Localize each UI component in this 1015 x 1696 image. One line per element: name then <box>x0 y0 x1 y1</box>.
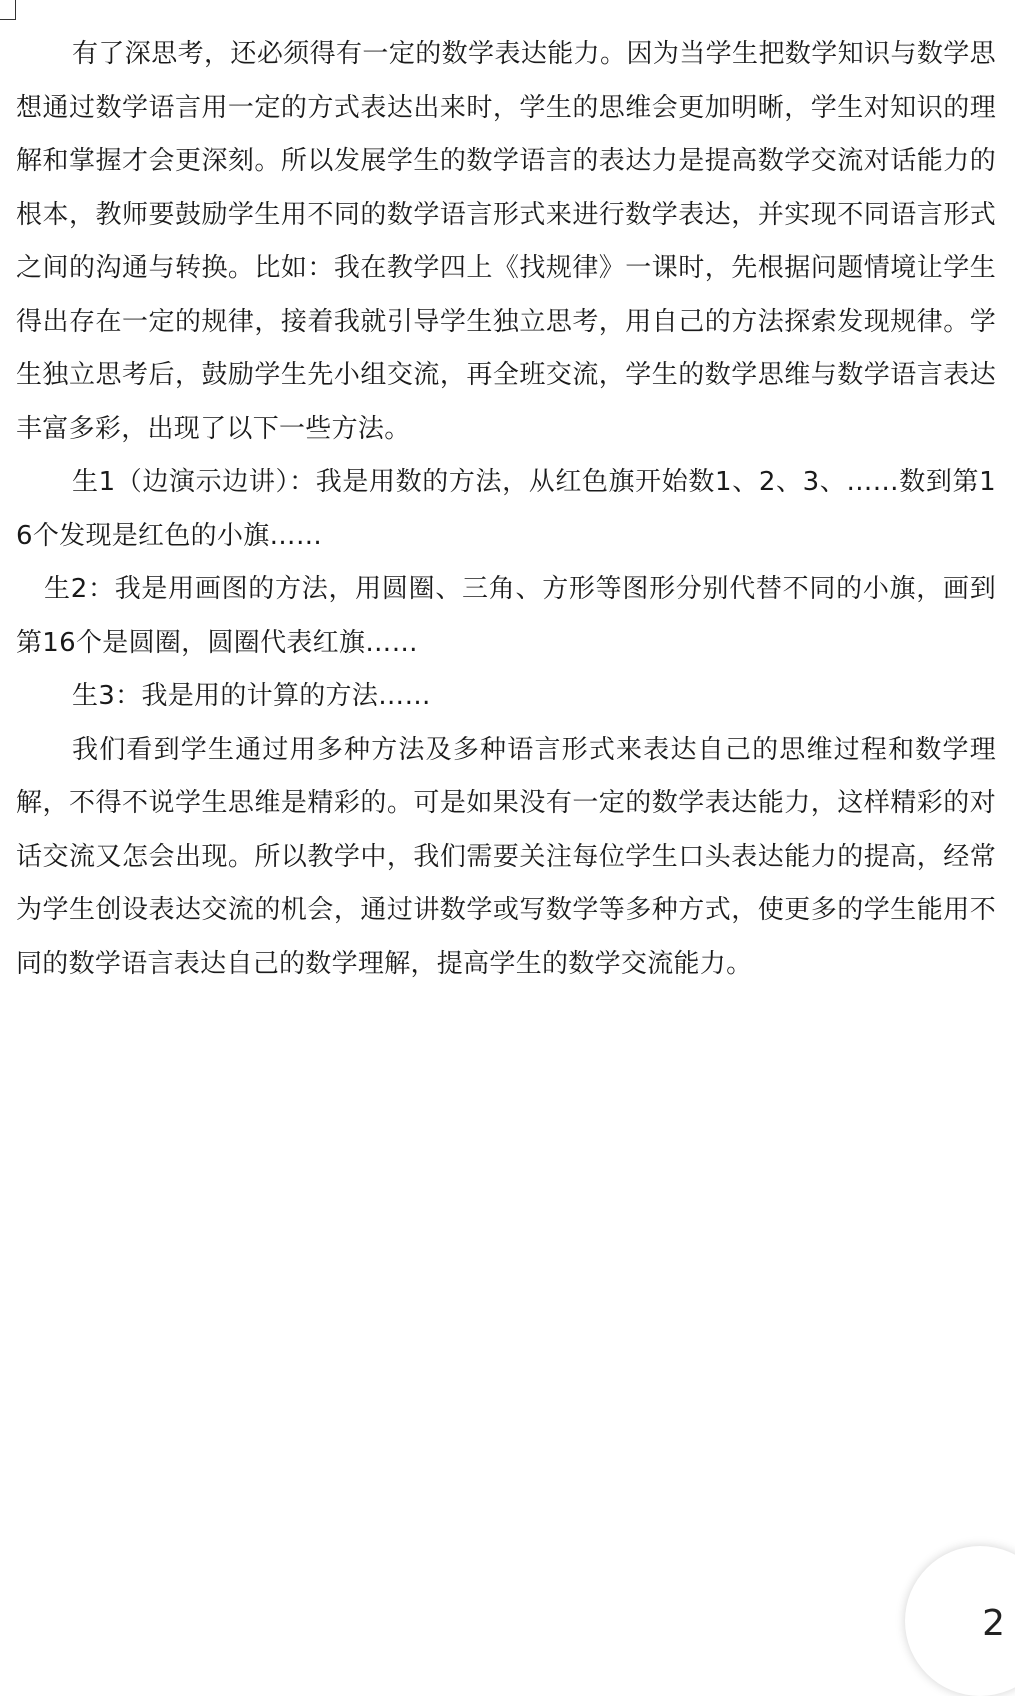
paragraph-intro: 有了深思考，还必须得有一定的数学表达能力。因为当学生把数学知识与数学思想通过数学语言用一定的方式表达出来时，学生的思维会更加明晰，学生对知识的理解和掌握才会更深刻。所以发展学生的数学语言的表达力是提高数学交流对话能力的根本，教师要鼓励学生用不同的数学语言形式来进行数学表达，并实现不同语言形式之间的沟通与转换。比如：我在教学四上《找规律》一课时，先根据问题情境让学生得出存在一定的规律，接着我就引导学生独立思考，用自己的方法探索发现规律。学生独立思考后，鼓励学生先小组交流，再全班交流，学生的数学思维与数学语言表达丰富多彩，出现了以下一些方法。 <box>16 39 996 444</box>
page-corner-crop-mark <box>0 0 16 20</box>
document-body <box>16 28 996 991</box>
paragraph-student-3: 生3：我是用的计算的方法…… <box>72 681 431 711</box>
paragraph-student-1: 生1（边演示边讲）：我是用数的方法，从红色旗开始数1、2、3、……数到第16个发现是红色的小旗…… <box>16 467 996 551</box>
paragraph-student-2: 生2：我是用画图的方法，用圆圈、三角、方形等图形分别代替不同的小旗，画到第16个是圆圈，圆圈代表红旗…… <box>16 574 996 658</box>
page-number: 2 <box>982 1603 1005 1644</box>
paragraph-conclusion: 我们看到学生通过用多种方法及多种语言形式来表达自己的思维过程和数学理解，不得不说学生思维是精彩的。可是如果没有一定的数学表达能力，这样精彩的对话交流又怎会出现。所以教学中，我们需要关注每位学生口头表达能力的提高，经常为学生创设表达交流的机会，通过讲数学或写数学等多种方式，使更多的学生能用不同的数学语言表达自己的数学理解，提高学生的数学交流能力。 <box>16 734 996 979</box>
